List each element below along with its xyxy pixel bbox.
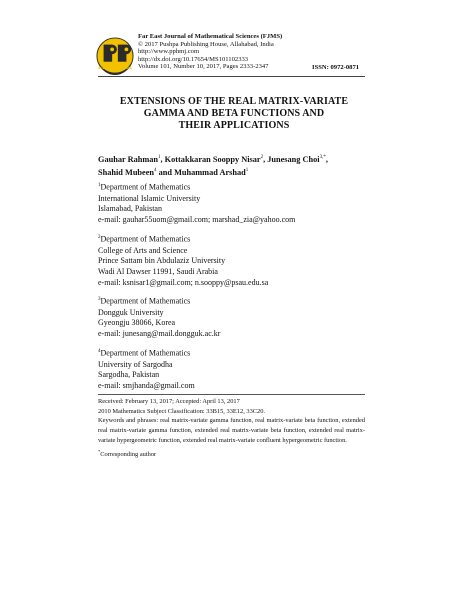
journal-name: Far East Journal of Mathematical Sciences (FJMS)	[138, 33, 283, 40]
affiliation-sup: 2	[98, 235, 101, 240]
department: Department of Mathematics	[100, 348, 191, 358]
header-rule	[98, 76, 365, 77]
footnote-rule	[98, 394, 365, 395]
department: Department of Mathematics	[100, 234, 191, 244]
publisher-logo	[96, 37, 134, 75]
corresponding-sup: *	[98, 448, 101, 454]
author-sup: 4	[154, 168, 157, 174]
keywords: Keywords and phrases: real matrix-variate gamma function, real matrix-variate beta function, extended real matrix-variate gamma function, extended real matrix-variate beta function, extended real matrix-variate hypergeometric function, extended real matrix-variate confluent hypergeometric function.	[98, 417, 365, 444]
affiliation	[98, 347, 368, 392]
affiliation-sup: 1	[98, 183, 101, 188]
author-sup: 1	[245, 168, 249, 174]
institution: Prince Sattam bin Abdulaziz University	[98, 256, 226, 266]
author-sup: 3,*	[319, 155, 326, 160]
institution: International Islamic University	[98, 193, 201, 203]
department: Department of Mathematics	[100, 296, 191, 306]
email[interactable]: e-mail: smjhanda@gmail.com	[98, 381, 195, 391]
footnotes	[98, 397, 365, 459]
email[interactable]: e-mail: gauhar55uom@gmail.com; marshad_zia@yahoo.com	[98, 215, 296, 225]
journal-header	[138, 33, 368, 71]
email[interactable]: e-mail: ksnisar1@gmail.com; n.sooppy@psau.edu.sa	[98, 278, 269, 288]
author-name: Shahid Mubeen	[98, 168, 155, 178]
dates: Received: February 13, 2017; Accepted: April 13, 2017	[98, 398, 240, 405]
department: Department of Mathematics	[100, 182, 191, 192]
location: Islamabad, Pakistan	[98, 204, 162, 214]
paper-title	[98, 96, 370, 132]
location: Gyeongju 38066, Korea	[98, 318, 176, 328]
author-sup: 1	[158, 155, 161, 160]
author-sup: 2	[260, 155, 264, 160]
corresponding-author-note: Corresponding author	[100, 450, 157, 458]
author-name: Gauhar Rahman	[98, 154, 159, 164]
location: Wadi Al Dawser 11991, Saudi Arabia	[98, 267, 218, 277]
logo-ring-text: ALLAHABAD • INDIA	[98, 65, 132, 70]
title-line: THEIR APPLICATIONS	[178, 120, 290, 131]
author-name: Muhammad Arshad	[174, 168, 246, 178]
title-line: EXTENSIONS OF THE REAL MATRIX-VARIATE	[119, 96, 349, 107]
institution: University of Sargodha	[98, 359, 173, 369]
affiliation	[98, 233, 368, 289]
email[interactable]: e-mail: junesang@mail.dongguk.ac.kr	[98, 329, 221, 339]
author-name: Kottakkaran Sooppy Nisar	[164, 154, 261, 164]
msc-classification: 2010 Mathematics Subject Classification: 33B15, 33E12, 33C20.	[98, 407, 266, 415]
author-list: Gauhar Rahman$^1$, Kottakkaran Sooppy Nisar$^2$, Junesang Choi$^{3,*}$, Shahid Mubeen$^4$ and Muhammad Arshad$^1$	[98, 154, 328, 178]
issn: ISSN: 0972-0871	[312, 63, 360, 71]
journal-url[interactable]: http://www.pphmj.com	[138, 48, 200, 56]
volume-info: Volume 101, Number 10, 2017, Pages 2333-2347	[138, 63, 269, 71]
author-name: Junesang Choi	[267, 154, 320, 164]
college: College of Arts and Science	[98, 245, 188, 255]
title-line: GAMMA AND BETA FUNCTIONS AND	[143, 108, 325, 119]
location: Sargodha, Pakistan	[98, 370, 160, 380]
institution: Dongguk University	[98, 307, 164, 317]
affiliation	[98, 181, 368, 226]
affiliation-sup: 4	[98, 349, 101, 354]
copyright: © 2017 Pushpa Publishing House, Allahabad, India	[138, 40, 274, 48]
doi-link[interactable]: http://dx.doi.org/10.17654/MS101102333	[138, 55, 249, 63]
affiliation	[98, 295, 368, 340]
affiliation-sup: 3	[98, 297, 101, 302]
